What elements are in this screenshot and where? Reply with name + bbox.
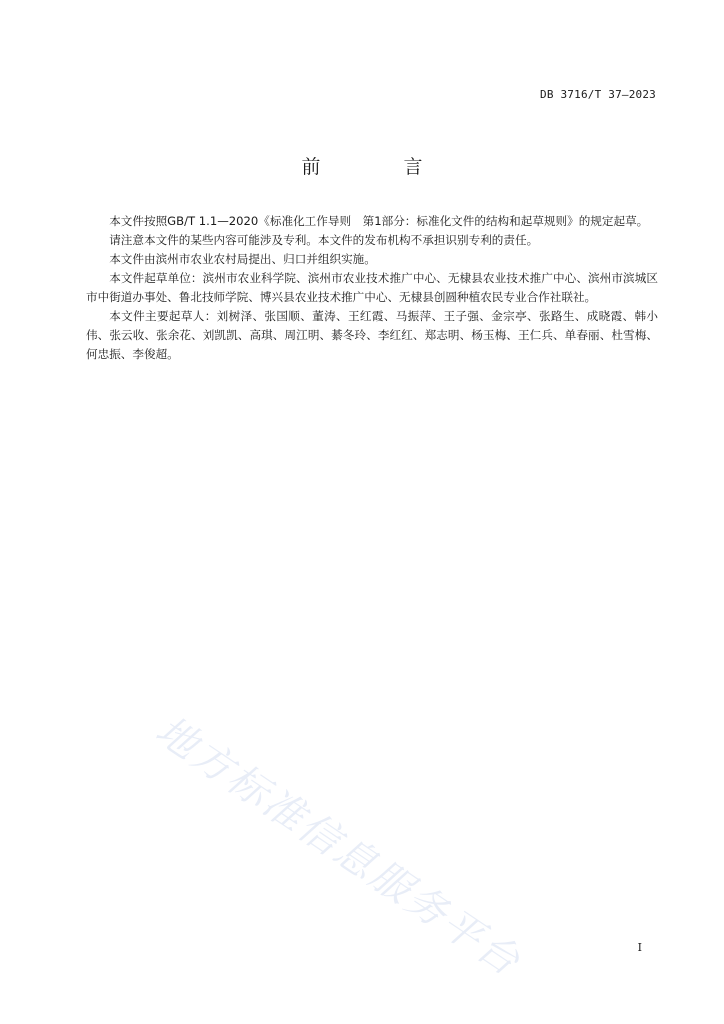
paragraph-drafting-rules: 本文件按照GB/T 1.1—2020《标准化工作导则 第1部分：标准化文件的结构和起草规则》的规定起草。 (109, 214, 649, 228)
paragraph-drafters: 本文件主要起草人：刘树泽、张国顺、董涛、王红霞、马振萍、王子强、金宗亭、张路生、成晓霞、韩小伟、张云收、张余花、刘凯凯、高琪、周江明、綦冬玲、李红红、郑志明、杨玉梅、王仁兵、单春丽、杜雪梅、何忠振、李俊超。 (86, 309, 658, 361)
paragraph-patent-notice: 请注意本文件的某些内容可能涉及专利。本文件的发布机构不承担识别专利的责任。 (109, 233, 539, 247)
page-number: I (637, 941, 642, 954)
watermark: 地方标准信息服务平台 (147, 707, 530, 987)
foreword-body (86, 212, 658, 364)
page-title: 前 言 (301, 156, 455, 178)
standard-code: DB 3716/T 37—2023 (540, 88, 656, 101)
paragraph-drafting-units: 本文件起草单位：滨州市农业科学院、滨州市农业技术推广中心、无棣县农业技术推广中心、滨州市滨城区市中街道办事处、鲁北技师学院、博兴县农业技术推广中心、无棣县创圆种植农民专业合作社联社。 (86, 271, 658, 304)
paragraph-proposer: 本文件由滨州市农业农村局提出、归口并组织实施。 (109, 252, 376, 266)
